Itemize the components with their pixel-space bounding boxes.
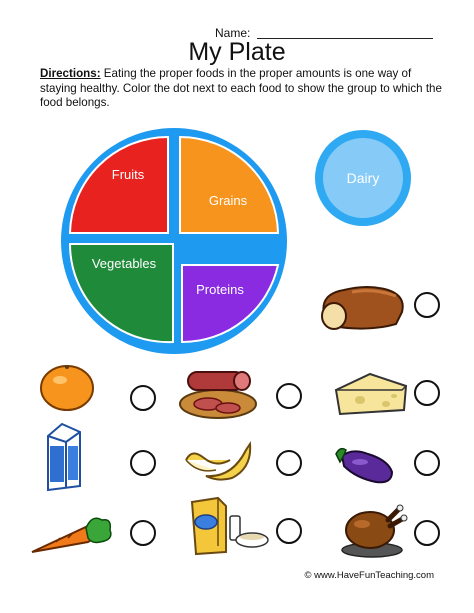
orange-dot[interactable] xyxy=(130,385,156,411)
fruits-section[interactable] xyxy=(70,137,168,233)
turkey-dot[interactable] xyxy=(414,520,440,546)
fruits-label: Fruits xyxy=(111,167,145,182)
turkey-icon xyxy=(336,500,408,560)
eggplant-dot[interactable] xyxy=(414,450,440,476)
grains-label: Grains xyxy=(208,193,248,208)
directions-text: Eating the proper foods in the proper amounts is one way of staying healthy. Color the dot next to each food to show the group to which the food belongs. xyxy=(40,67,442,109)
banana-dot[interactable] xyxy=(276,450,302,476)
directions-lead: Directions: xyxy=(40,67,101,80)
dairy-label: Dairy xyxy=(323,138,403,218)
bologna-icon xyxy=(178,364,260,422)
bologna-dot[interactable] xyxy=(276,383,302,409)
myplate-diagram xyxy=(60,127,300,367)
cheese-icon xyxy=(330,368,410,418)
milk-dot[interactable] xyxy=(130,450,156,476)
copyright-footer: © www.HaveFunTeaching.com xyxy=(304,570,434,581)
bread-icon xyxy=(318,278,410,336)
banana-icon xyxy=(182,438,254,482)
cereal-dot[interactable] xyxy=(276,518,302,544)
page-title: My Plate xyxy=(188,38,286,66)
proteins-label: Proteins xyxy=(196,282,244,297)
carrot-dot[interactable] xyxy=(130,520,156,546)
eggplant-icon xyxy=(332,440,398,486)
vegetables-label: Vegetables xyxy=(91,256,157,271)
directions xyxy=(40,67,445,111)
orange-icon xyxy=(38,362,96,412)
cereal-box-icon xyxy=(186,496,270,558)
grains-section[interactable] xyxy=(180,137,278,233)
carrot-icon xyxy=(30,512,114,558)
bread-dot[interactable] xyxy=(414,292,440,318)
milk-carton-icon xyxy=(40,422,88,494)
cheese-dot[interactable] xyxy=(414,380,440,406)
dairy-circle[interactable] xyxy=(315,130,411,226)
name-label: Name: xyxy=(215,26,251,40)
